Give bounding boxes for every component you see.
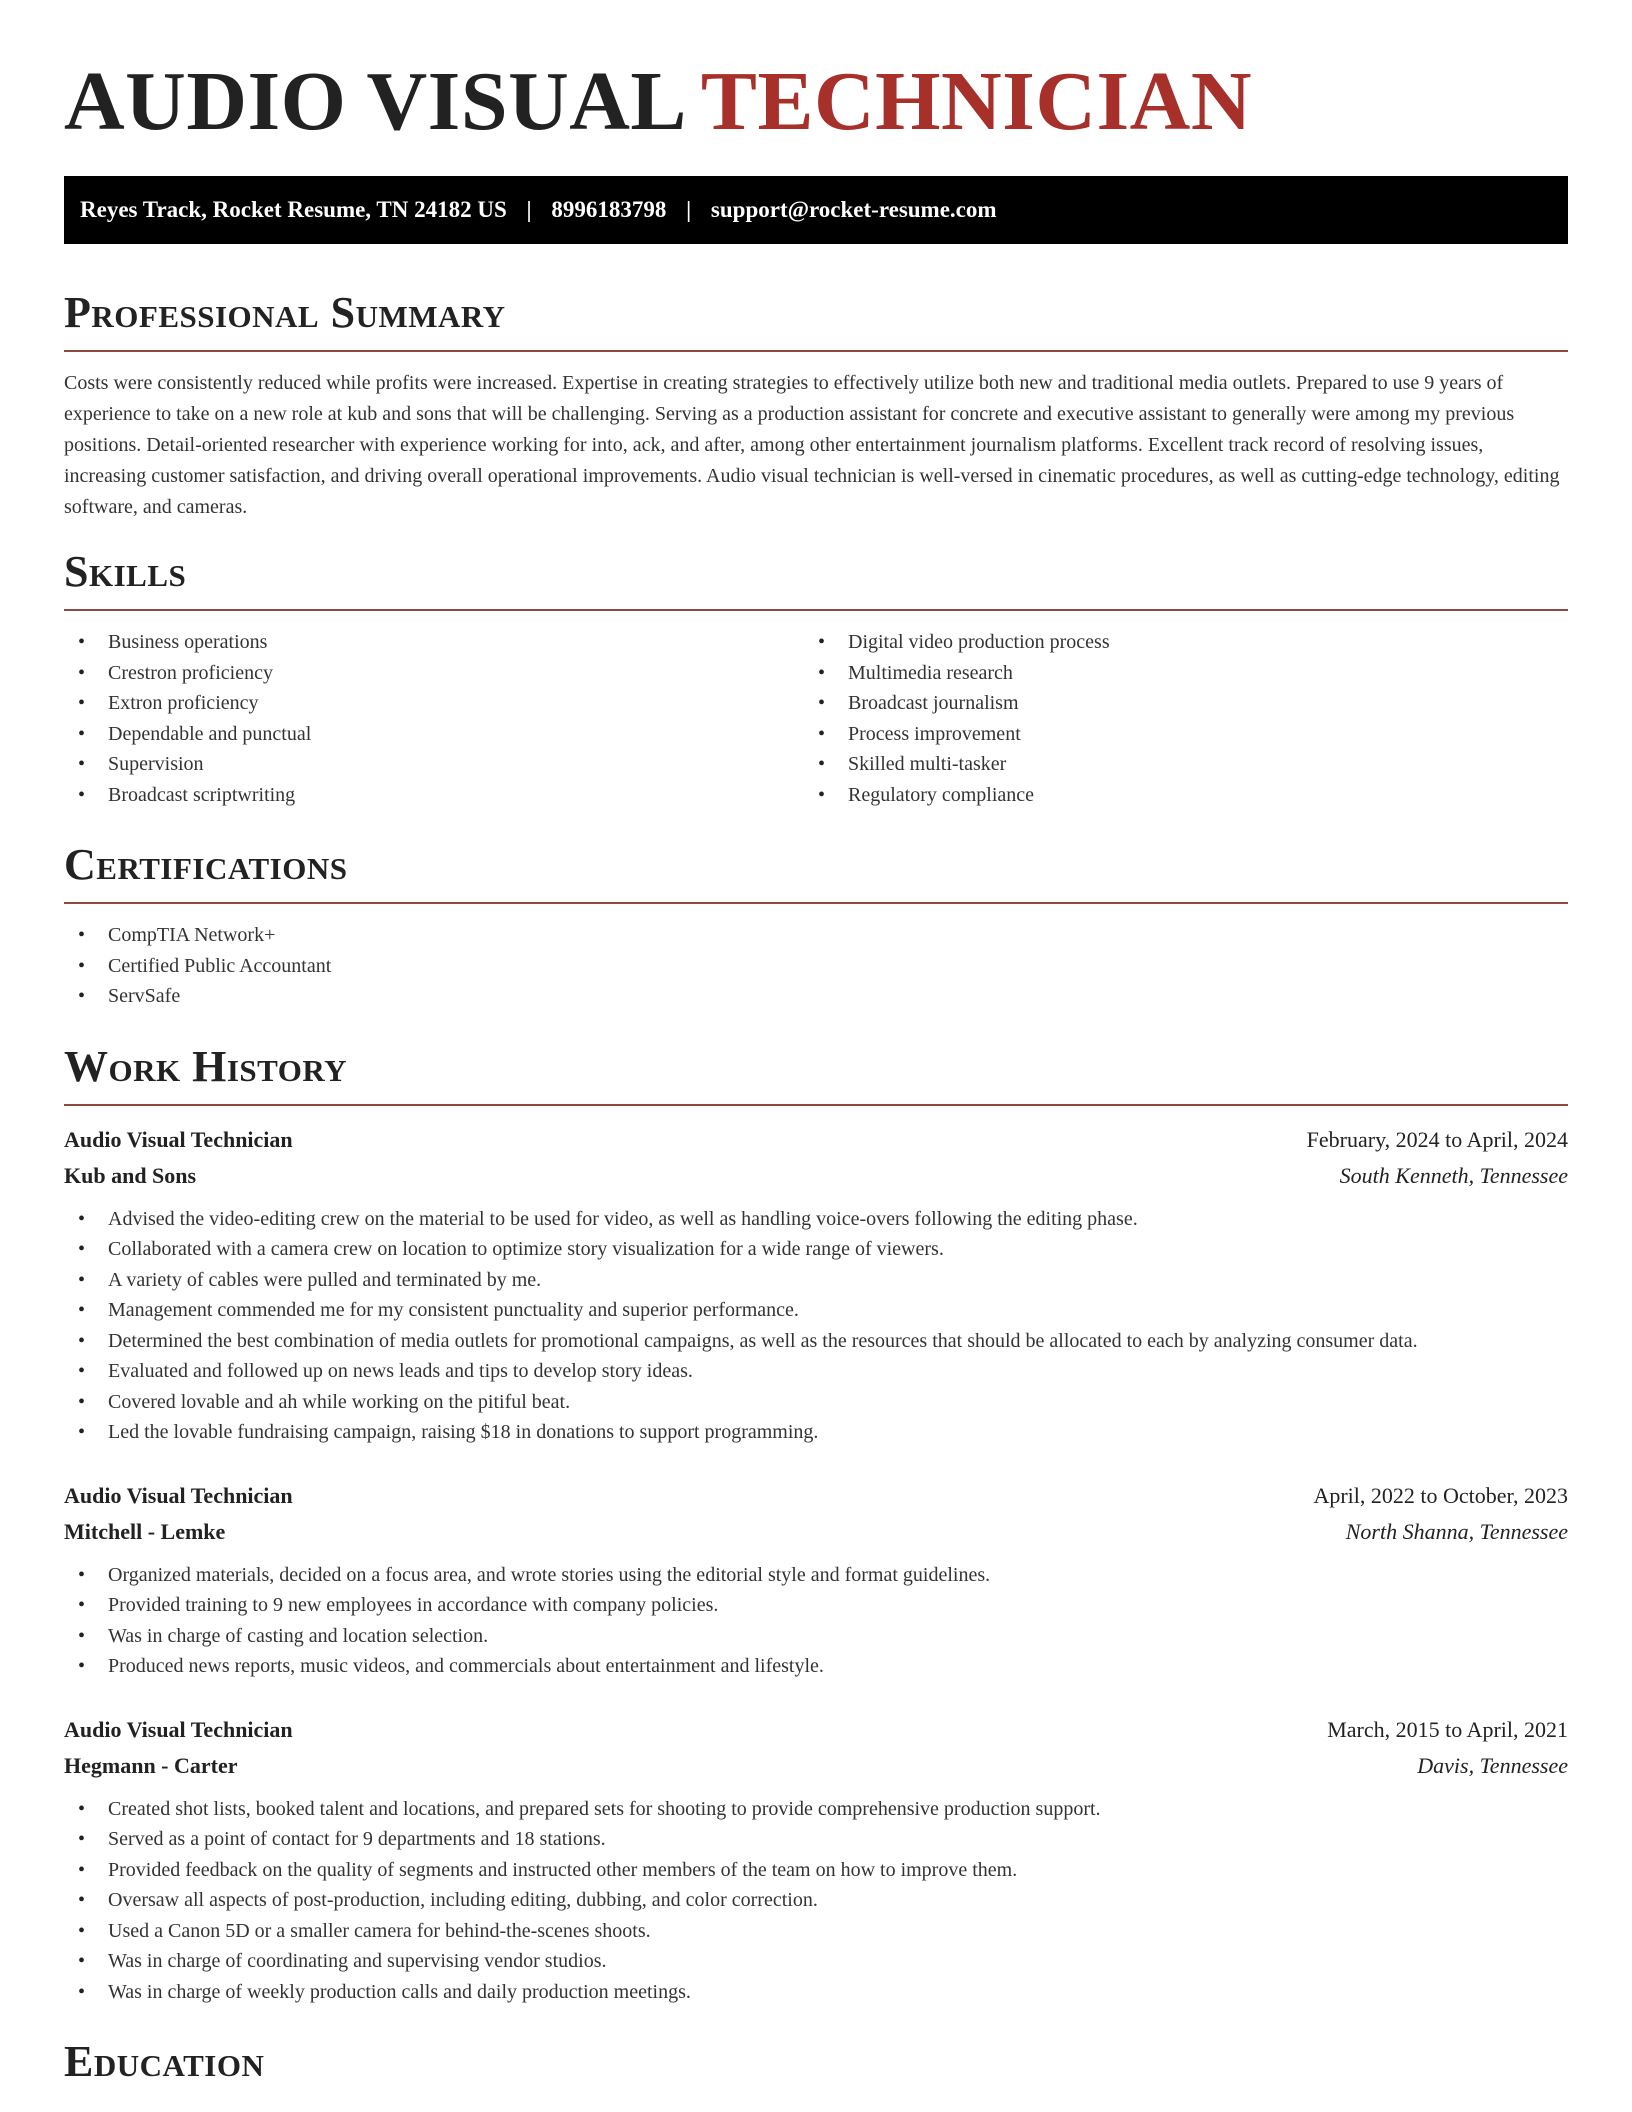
job-header <box>64 1478 1568 1514</box>
job-bullet: • A variety of cables were pulled and terminated by me. <box>64 1265 1568 1296</box>
skills-list-right <box>804 627 1544 810</box>
certification-item: • Certified Public Accountant <box>64 951 1568 982</box>
summary-section <box>64 288 1568 523</box>
job-subheader <box>64 1748 1568 1784</box>
job-bullet: • Advised the video-editing crew on the material to be used for video, as well as handling voice-overs following the editing phase. <box>64 1204 1568 1235</box>
skill-item: • Supervision <box>64 749 804 780</box>
skill-item: • Crestron proficiency <box>64 658 804 689</box>
section-title-education: Education <box>64 2037 265 2086</box>
section-divider <box>64 609 1568 611</box>
job-company: Kub and Sons <box>64 1162 197 1188</box>
certifications-list <box>64 920 1568 1012</box>
skill-item: • Broadcast scriptwriting <box>64 780 804 811</box>
contact-bar <box>64 176 1568 244</box>
certification-item: • CompTIA Network+ <box>64 920 1568 951</box>
contact-separator: | <box>686 197 692 222</box>
job-location: Davis, Tennessee <box>1417 1752 1568 1778</box>
skill-item: • Extron proficiency <box>64 688 804 719</box>
job-location: North Shanna, Tennessee <box>1345 1518 1568 1544</box>
job-entry <box>64 1712 1568 2008</box>
job-bullet: • Collaborated with a camera crew on location to optimize story visualization for a wide range of viewers. <box>64 1234 1568 1265</box>
job-bullet: • Led the lovable fundraising campaign, raising $18 in donations to support programming. <box>64 1417 1568 1448</box>
job-header <box>64 1712 1568 1748</box>
job-bullet: • Determined the best combination of media outlets for promotional campaigns, as well as the resources that should be allocated to each by analyzing consumer data. <box>64 1326 1568 1357</box>
section-title-work-history: Work History <box>64 1041 348 1091</box>
job-role: Audio Visual Technician <box>64 1716 293 1742</box>
job-entry <box>64 1122 1568 1448</box>
work-history-section <box>64 1042 1568 2008</box>
job-location: South Kenneth, Tennessee <box>1339 1162 1568 1188</box>
skill-item: • Dependable and punctual <box>64 719 804 750</box>
section-divider <box>64 1104 1568 1106</box>
job-bullet: • Served as a point of contact for 9 departments and 18 stations. <box>64 1824 1568 1855</box>
resume-page <box>64 0 1568 2087</box>
job-bullet: • Created shot lists, booked talent and locations, and prepared sets for shooting to provide comprehensive production support. <box>64 1794 1568 1825</box>
skill-item: • Process improvement <box>804 719 1544 750</box>
job-role: Audio Visual Technician <box>64 1482 293 1508</box>
job-header <box>64 1122 1568 1158</box>
skill-item: • Broadcast journalism <box>804 688 1544 719</box>
job-bullet: • Evaluated and followed up on news leads and tips to develop story ideas. <box>64 1356 1568 1387</box>
job-bullet: • Management commended me for my consistent punctuality and superior performance. <box>64 1295 1568 1326</box>
contact-phone[interactable]: 8996183798 <box>551 197 667 222</box>
certification-item: • ServSafe <box>64 981 1568 1012</box>
job-bullet: • Was in charge of coordinating and supervising vendor studios. <box>64 1946 1568 1977</box>
job-bullet: • Provided feedback on the quality of segments and instructed other members of the team on how to improve them. <box>64 1855 1568 1886</box>
job-subheader <box>64 1514 1568 1550</box>
job-bullet: • Organized materials, decided on a focus area, and wrote stories using the editorial style and format guidelines. <box>64 1560 1568 1591</box>
job-subheader <box>64 1158 1568 1194</box>
job-bullets <box>64 1204 1568 1448</box>
section-divider <box>64 902 1568 904</box>
skill-item: • Skilled multi-tasker <box>804 749 1544 780</box>
job-bullets <box>64 1794 1568 2008</box>
skill-item: • Regulatory compliance <box>804 780 1544 811</box>
job-bullet: • Was in charge of casting and location selection. <box>64 1621 1568 1652</box>
section-divider <box>64 350 1568 352</box>
skill-item: • Digital video production process <box>804 627 1544 658</box>
summary-text: Costs were consistently reduced while profits were increased. Expertise in creating strategies to effectively utilize both new and traditional media outlets. Prepared to use 9 years of experience to take on a new role at kub and sons that will be challenging. Serving as a production assistant for concrete and executive assistant to generally were among my previous positions. Detail-oriented researcher with experience working for into, ack, and after, among other entertainment journalism platforms. Excellent track record of resolving issues, increasing customer satisfaction, and driving overall operational improvements. Audio visual technician is well-versed in cinematic procedures, as well as cutting-edge technology, editing software, and cameras. <box>64 372 1560 518</box>
job-role: Audio Visual Technician <box>64 1126 293 1152</box>
job-bullet: • Provided training to 9 new employees in accordance with company policies. <box>64 1590 1568 1621</box>
job-bullet: • Covered lovable and ah while working on the pitiful beat. <box>64 1387 1568 1418</box>
section-title-certifications: Certifications <box>64 840 348 889</box>
section-title-summary: Professional Summary <box>64 288 506 337</box>
job-company: Hegmann - Carter <box>64 1752 238 1778</box>
title-part-2: TECHNICIAN <box>700 55 1253 148</box>
skill-item: • Multimedia research <box>804 658 1544 689</box>
education-section <box>64 2037 1568 2087</box>
contact-email[interactable]: support@rocket-resume.com <box>710 197 997 222</box>
job-company: Mitchell - Lemke <box>64 1518 226 1544</box>
certifications-section <box>64 840 1568 1012</box>
resume-title <box>64 56 1568 148</box>
job-dates: February, 2024 to April, 2024 <box>1306 1126 1568 1152</box>
job-bullet: • Produced news reports, music videos, and commercials about entertainment and lifestyle. <box>64 1651 1568 1682</box>
skills-section <box>64 547 1568 810</box>
section-title-skills: Skills <box>64 547 187 596</box>
job-bullet: • Was in charge of weekly production calls and daily production meetings. <box>64 1977 1568 2008</box>
job-dates: April, 2022 to October, 2023 <box>1313 1482 1568 1508</box>
skills-grid <box>64 627 1568 810</box>
contact-separator: | <box>526 197 532 222</box>
job-bullets <box>64 1560 1568 1682</box>
title-part-1: AUDIO VISUAL <box>64 55 687 148</box>
job-dates: March, 2015 to April, 2021 <box>1327 1716 1568 1742</box>
job-bullet: • Oversaw all aspects of post-production, including editing, dubbing, and color correction. <box>64 1885 1568 1916</box>
skills-list-left <box>64 627 804 810</box>
contact-address: Reyes Track, Rocket Resume, TN 24182 US <box>80 197 507 222</box>
job-bullet: • Used a Canon 5D or a smaller camera for behind-the-scenes shoots. <box>64 1916 1568 1947</box>
job-entry <box>64 1478 1568 1682</box>
skill-item: • Business operations <box>64 627 804 658</box>
